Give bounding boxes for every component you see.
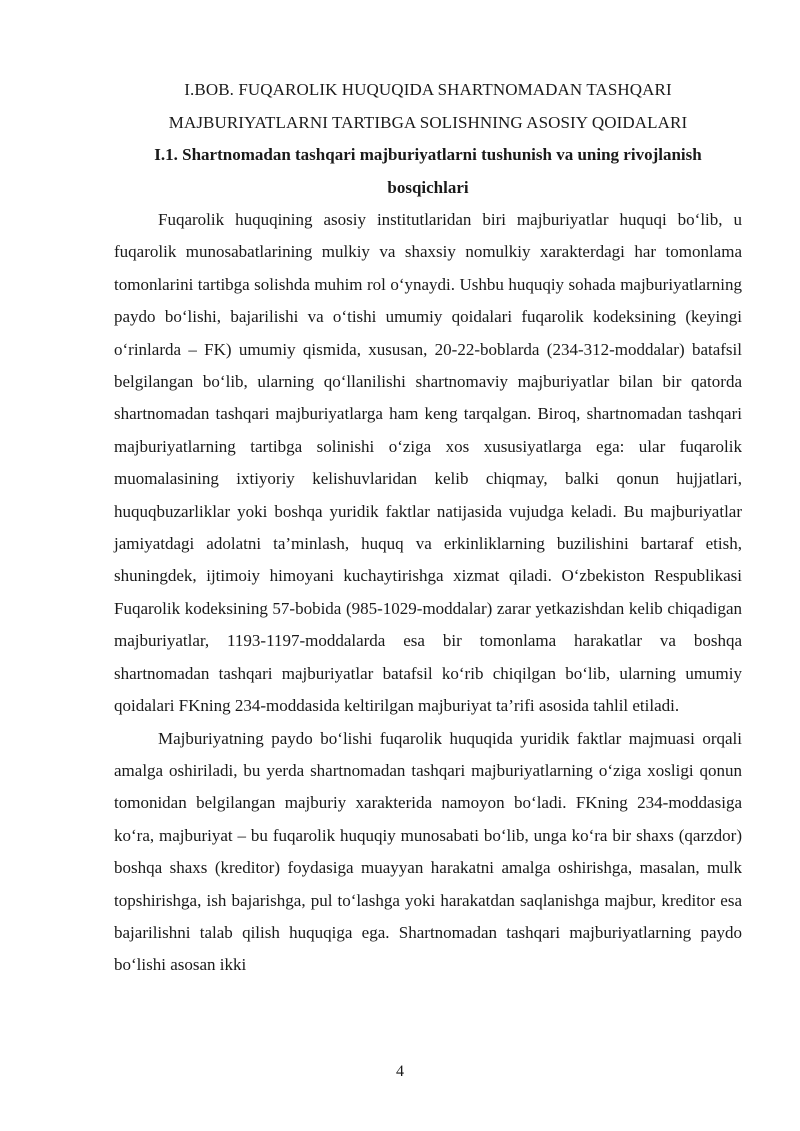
body-paragraph-2: Majburiyatning paydo bo‘lishi fuqarolik huquqida yuridik faktlar majmuasi orqali amalga oshiriladi, bu yerda shartnomadan tashqari majburiyatlarning o‘ziga xosligi qonun tomonidan belgilangan majburiy xarakterida namoyon bo‘ladi. FKning 234-moddasiga ko‘ra, majburiyat – bu fuqarolik huquqiy munosabati bo‘lib, unga ko‘ra bir shaxs (qarzdor) boshqa shaxs (kreditor) foydasiga muayyan harakatni amalga oshirishga, masalan, mulk topshirishga, ish bajarishga, pul to‘lashga yoki harakatdan saqlanishga majbur, kreditor esa bajarilishni talab qilish huquqiga ega. Shartnomadan tashqari majburiyatlarning paydo bo‘lishi asosan ikki — [114, 728, 742, 975]
page-number: 4 — [396, 1063, 404, 1080]
chapter-title-line-1: I.BOB. FUQAROLIK HUQUQIDA SHARTNOMADAN TASHQARI — [184, 80, 672, 99]
chapter-title-line-2: MAJBURIYATLARNI TARTIBGA SOLISHNING ASOSIY QOIDALARI — [168, 112, 688, 132]
document-page — [114, 74, 742, 982]
section-title: I.1. Shartnomadan tashqari majburiyatlarni tushunish va uning rivojlanish bosqichlari — [154, 145, 702, 197]
body-paragraph-1: Fuqarolik huquqining asosiy institutlaridan biri majburiyatlar huquqi bo‘lib, u fuqarolik munosabatlarining mulkiy va shaxsiy nomulkiy xarakterdagi har tomonlama tomonlarini tartibga solishda muhim rol o‘ynaydi. Ushbu huquqiy sohada majburiyatlarning paydo bo‘lishi, bajarilishi va o‘tishi umumiy qoidalari fuqarolik kodeksining (keyingi o‘rinlarda – FK) umumiy qismida, xususan, 20-22-boblarda (234-312-moddalar) batafsil belgilangan bo‘lib, ularning qo‘llanilishi shartnomaviy majburiyatlar bilan bir qatorda shartnomadan tashqari majburiyatlarga ham keng tarqalgan. Biroq, shartnomadan tashqari majburiyatlarning tartibga solinishi o‘ziga xos xususiyatlarga ega: ular fuqarolik muomalasining ixtiyoriy kelishuvlaridan kelib chiqmay, balki qonun hujjatlari, huquqbuzarliklar yoki boshqa yuridik faktlar natijasida vujudga keladi. Bu majburiyatlar jamiyatdagi adolatni ta’minlash, huquq va erkinliklarning buzilishini bartaraf etish, shuningdek, ijtimoiy himoyani kuchaytirishga xizmat qiladi. O‘zbekiston Respublikasi Fuqarolik kodeksining 57-bobida (985-1029-moddalar) zarar yetkazishdan kelib chiqadigan majburiyatlar, 1193-1197-moddalarda esa bir tomonlama harakatlar va boshqa shartnomadan tashqari majburiyatlar batafsil ko‘rib chiqilgan bo‘lib, ularning umumiy qoidalari FKning 234-moddasida keltirilgan majburiyat ta’rifi asosida tahlil etiladi. — [114, 210, 742, 716]
